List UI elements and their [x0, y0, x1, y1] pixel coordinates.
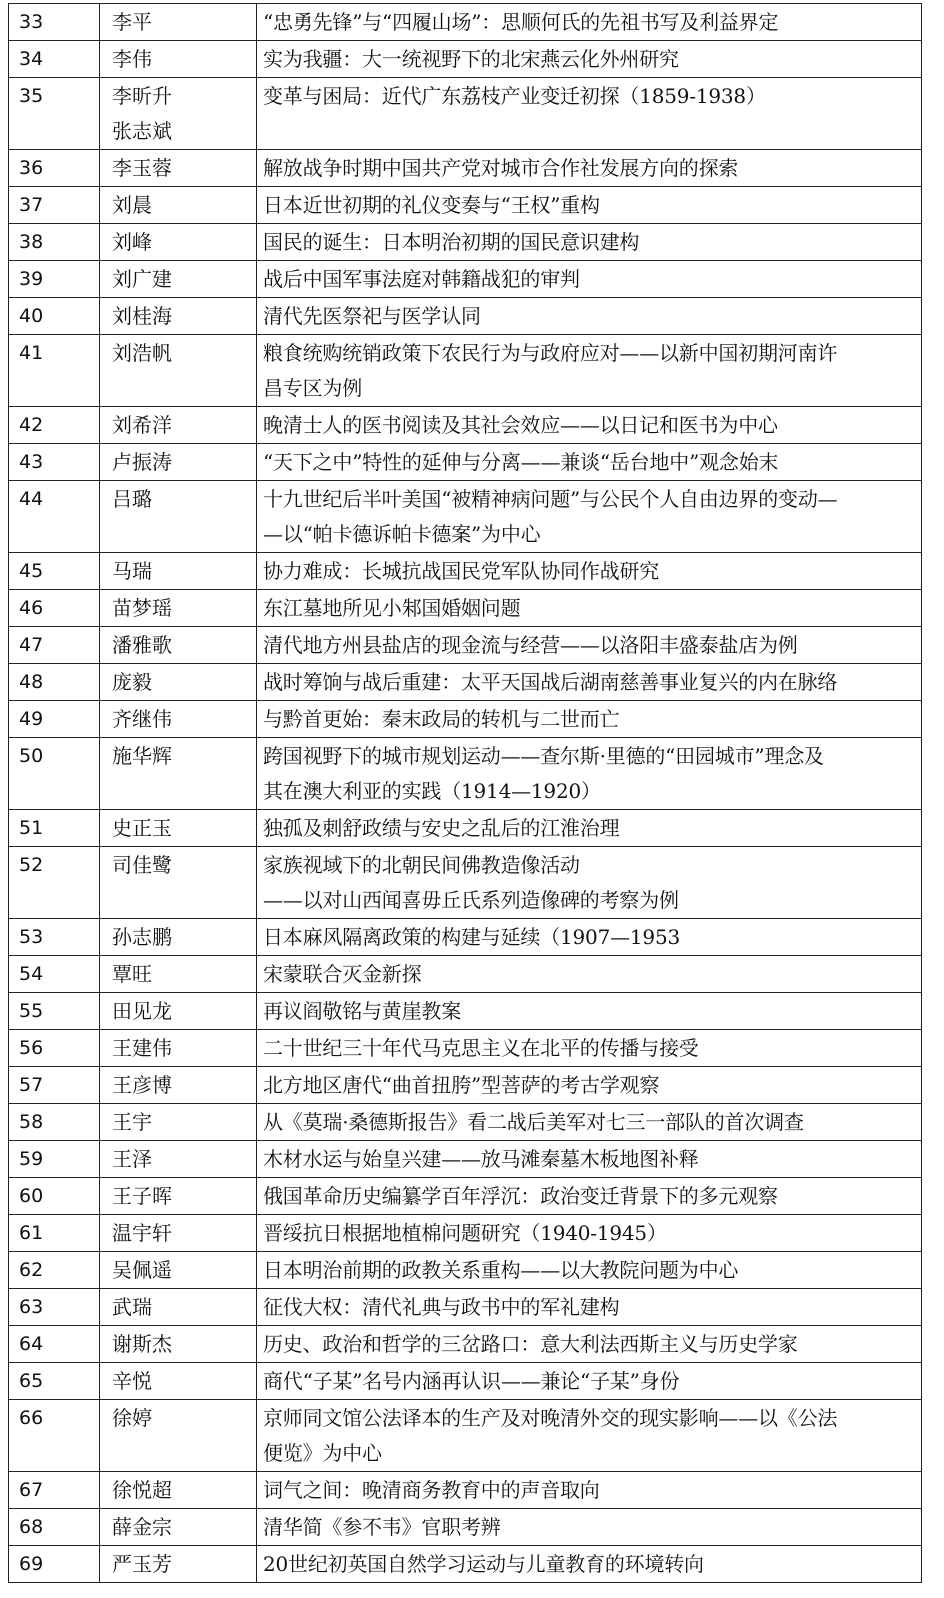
- paper-title-line: 词气之间：晚清商务教育中的声音取向: [263, 1478, 600, 1502]
- paper-title-cell: [257, 444, 922, 481]
- author-cell: [100, 738, 257, 810]
- table-row: [9, 919, 922, 956]
- author-name: 史正玉: [112, 816, 172, 840]
- table-row: [9, 187, 922, 224]
- author-name: 潘雅歌: [112, 633, 172, 657]
- paper-title-cell: [257, 847, 922, 919]
- author-name: 李平: [112, 10, 152, 34]
- paper-title-line: 京师同文馆公法译本的生产及对晚清外交的现实影响——以《公法: [263, 1406, 838, 1430]
- paper-title-cell: [257, 701, 922, 738]
- author-cell: [100, 1363, 257, 1400]
- table-row: [9, 810, 922, 847]
- table-row: [9, 78, 922, 150]
- paper-title-line: 历史、政治和哲学的三岔路口：意大利法西斯主义与历史学家: [263, 1332, 798, 1356]
- author-name: 苗梦瑶: [112, 596, 172, 620]
- row-number: 53: [9, 919, 100, 956]
- paper-title-line: 粮食统购统销政策下农民行为与政府应对——以新中国初期河南许: [263, 341, 838, 365]
- table-row: [9, 1030, 922, 1067]
- author-cell: [100, 224, 257, 261]
- row-number: 44: [9, 481, 100, 553]
- author-cell: [100, 1546, 257, 1583]
- author-name: 王彦博: [112, 1073, 172, 1097]
- paper-title-line: 家族视域下的北朝民间佛教造像活动: [263, 853, 580, 877]
- author-cell: [100, 187, 257, 224]
- author-cell: [100, 41, 257, 78]
- row-number: 40: [9, 298, 100, 335]
- paper-title-line: 20世纪初英国自然学习运动与儿童教育的环境转向: [263, 1552, 704, 1576]
- author-name: 李玉蓉: [112, 156, 172, 180]
- author-cell: [100, 1252, 257, 1289]
- row-number: 56: [9, 1030, 100, 1067]
- row-number: 54: [9, 956, 100, 993]
- row-number: 37: [9, 187, 100, 224]
- author-name: 司佳鹭: [112, 853, 172, 877]
- paper-title-line: 实为我疆：大一统视野下的北宋燕云化外州研究: [263, 47, 679, 71]
- author-cell: [100, 1067, 257, 1104]
- paper-title-line: 清代地方州县盐店的现金流与经营——以洛阳丰盛泰盐店为例: [263, 633, 798, 657]
- paper-title-line: 战后中国军事法庭对韩籍战犯的审判: [263, 267, 580, 291]
- paper-title-cell: [257, 481, 922, 553]
- author-name: 刘浩帆: [112, 341, 172, 365]
- author-name: 刘广建: [112, 267, 172, 291]
- paper-title-line: 国民的诞生：日本明治初期的国民意识建构: [263, 230, 640, 254]
- table-row: [9, 1509, 922, 1546]
- author-name: 覃旺: [112, 962, 152, 986]
- author-cell: [100, 1400, 257, 1472]
- author-name: 张志斌: [112, 119, 172, 143]
- row-number: 36: [9, 150, 100, 187]
- author-cell: [100, 701, 257, 738]
- table-row: [9, 1252, 922, 1289]
- author-cell: [100, 553, 257, 590]
- author-cell: [100, 1178, 257, 1215]
- row-number: 47: [9, 627, 100, 664]
- paper-title-cell: [257, 261, 922, 298]
- table-row: [9, 1104, 922, 1141]
- paper-title-line: 二十世纪三十年代马克思主义在北平的传播与接受: [263, 1036, 699, 1060]
- table-row: [9, 481, 922, 553]
- row-number: 42: [9, 407, 100, 444]
- paper-title-cell: [257, 41, 922, 78]
- author-cell: [100, 481, 257, 553]
- table-row: [9, 664, 922, 701]
- author-cell: [100, 664, 257, 701]
- table-row: [9, 1141, 922, 1178]
- table-row: [9, 1215, 922, 1252]
- paper-title-line: 日本近世初期的礼仪变奏与“王权”重构: [263, 193, 600, 217]
- author-name: 刘峰: [112, 230, 152, 254]
- paper-title-cell: [257, 1104, 922, 1141]
- paper-title-cell: [257, 298, 922, 335]
- author-cell: [100, 627, 257, 664]
- paper-title-cell: [257, 1067, 922, 1104]
- author-cell: [100, 1472, 257, 1509]
- author-cell: [100, 78, 257, 150]
- paper-title-line: 从《莫瑞·桑德斯报告》看二战后美军对七三一部队的首次调查: [263, 1110, 804, 1134]
- author-cell: [100, 919, 257, 956]
- paper-title-cell: [257, 1030, 922, 1067]
- row-number: 50: [9, 738, 100, 810]
- author-cell: [100, 335, 257, 407]
- row-number: 59: [9, 1141, 100, 1178]
- author-cell: [100, 847, 257, 919]
- author-name: 徐婷: [112, 1406, 152, 1430]
- paper-title-cell: [257, 1546, 922, 1583]
- paper-title-cell: [257, 553, 922, 590]
- row-number: 49: [9, 701, 100, 738]
- author-cell: [100, 444, 257, 481]
- row-number: 33: [9, 4, 100, 41]
- table-row: [9, 335, 922, 407]
- row-number: 65: [9, 1363, 100, 1400]
- row-number: 62: [9, 1252, 100, 1289]
- author-name: 徐悦超: [112, 1478, 172, 1502]
- table-row: [9, 590, 922, 627]
- table-row: [9, 738, 922, 810]
- paper-title-cell: [257, 224, 922, 261]
- author-name: 王建伟: [112, 1036, 172, 1060]
- paper-title-line: 独孤及刺舒政绩与安史之乱后的江淮治理: [263, 816, 620, 840]
- author-cell: [100, 810, 257, 847]
- row-number: 57: [9, 1067, 100, 1104]
- author-name: 卢振涛: [112, 450, 172, 474]
- table-row: [9, 261, 922, 298]
- table-row: [9, 298, 922, 335]
- author-name: 吕璐: [112, 487, 152, 511]
- row-number: 63: [9, 1289, 100, 1326]
- row-number: 66: [9, 1400, 100, 1472]
- table-row: [9, 993, 922, 1030]
- paper-title-cell: [257, 919, 922, 956]
- paper-title-line: 木材水运与始皇兴建——放马滩秦墓木板地图补释: [263, 1147, 699, 1171]
- row-number: 52: [9, 847, 100, 919]
- author-name: 田见龙: [112, 999, 172, 1023]
- paper-title-line: 再议阎敬铭与黄崖教案: [263, 999, 461, 1023]
- table-row: [9, 1326, 922, 1363]
- author-name: 严玉芳: [112, 1552, 172, 1576]
- author-name: 施华辉: [112, 744, 172, 768]
- paper-title-line: 俄国革命历史编纂学百年浮沉：政治变迁背景下的多元观察: [263, 1184, 778, 1208]
- author-cell: [100, 993, 257, 1030]
- paper-title-line: 晋绥抗日根据地植棉问题研究（1940-1945）: [263, 1221, 667, 1245]
- author-cell: [100, 1141, 257, 1178]
- row-number: 67: [9, 1472, 100, 1509]
- table-row: [9, 1178, 922, 1215]
- table-row: [9, 1546, 922, 1583]
- paper-title-cell: [257, 1326, 922, 1363]
- paper-title-cell: [257, 407, 922, 444]
- table-row: [9, 847, 922, 919]
- papers-table: [8, 3, 922, 1583]
- paper-title-cell: [257, 1215, 922, 1252]
- row-number: 39: [9, 261, 100, 298]
- author-name: 刘晨: [112, 193, 152, 217]
- author-name: 孙志鹏: [112, 925, 172, 949]
- author-cell: [100, 1289, 257, 1326]
- paper-title-cell: [257, 1141, 922, 1178]
- author-name: 刘桂海: [112, 304, 172, 328]
- paper-title-cell: [257, 1509, 922, 1546]
- author-cell: [100, 956, 257, 993]
- row-number: 68: [9, 1509, 100, 1546]
- author-name: 李昕升: [112, 84, 172, 108]
- paper-title-cell: [257, 810, 922, 847]
- paper-title-line: 日本明治前期的政教关系重构——以大教院问题为中心: [263, 1258, 739, 1282]
- author-name: 刘希洋: [112, 413, 172, 437]
- row-number: 51: [9, 810, 100, 847]
- paper-title-line: 晚清士人的医书阅读及其社会效应——以日记和医书为中心: [263, 413, 778, 437]
- paper-title-cell: [257, 78, 922, 150]
- author-name: 谢斯杰: [112, 1332, 172, 1356]
- author-cell: [100, 1509, 257, 1546]
- author-cell: [100, 298, 257, 335]
- paper-title-cell: [257, 1178, 922, 1215]
- paper-title-line: 东江墓地所见小邾国婚姻问题: [263, 596, 521, 620]
- author-name: 齐继伟: [112, 707, 172, 731]
- author-cell: [100, 261, 257, 298]
- table-row: [9, 41, 922, 78]
- author-name: 武瑞: [112, 1295, 152, 1319]
- paper-title-line: —以“帕卡德诉帕卡德案”为中心: [263, 522, 541, 546]
- table-row: [9, 1472, 922, 1509]
- table-row: [9, 627, 922, 664]
- row-number: 64: [9, 1326, 100, 1363]
- author-cell: [100, 1030, 257, 1067]
- row-number: 43: [9, 444, 100, 481]
- author-name: 辛悦: [112, 1369, 152, 1393]
- paper-title-cell: [257, 1472, 922, 1509]
- paper-title-line: 战时筹饷与战后重建：太平天国战后湖南慈善事业复兴的内在脉络: [263, 670, 838, 694]
- paper-title-cell: [257, 4, 922, 41]
- paper-title-line: “天下之中”特性的延伸与分离——兼谈“岳台地中”观念始末: [263, 450, 779, 474]
- row-number: 48: [9, 664, 100, 701]
- table-row: [9, 956, 922, 993]
- row-number: 38: [9, 224, 100, 261]
- paper-title-cell: [257, 1252, 922, 1289]
- paper-title-line: 北方地区唐代“曲首扭胯”型菩萨的考古学观察: [263, 1073, 660, 1097]
- paper-title-line: 其在澳大利亚的实践（1914—1920）: [263, 779, 601, 803]
- paper-title-cell: [257, 150, 922, 187]
- paper-title-line: 日本麻风隔离政策的构建与延续（1907—1953: [263, 925, 680, 949]
- table-row: [9, 224, 922, 261]
- paper-title-line: ——以对山西闻喜毋丘氏系列造像碑的考察为例: [263, 888, 679, 912]
- author-cell: [100, 1104, 257, 1141]
- table-row: [9, 553, 922, 590]
- author-cell: [100, 590, 257, 627]
- paper-title-line: 十九世纪后半叶美国“被精神病问题”与公民个人自由边界的变动—: [263, 487, 838, 511]
- paper-title-line: “忠勇先锋”与“四履山场”：思顺何氏的先祖书写及利益界定: [263, 10, 779, 34]
- row-number: 69: [9, 1546, 100, 1583]
- paper-title-line: 宋蒙联合灭金新探: [263, 962, 422, 986]
- paper-title-cell: [257, 664, 922, 701]
- paper-title-cell: [257, 590, 922, 627]
- papers-table-body: [9, 4, 922, 1583]
- paper-title-cell: [257, 627, 922, 664]
- author-cell: [100, 1215, 257, 1252]
- author-name: 李伟: [112, 47, 152, 71]
- paper-title-line: 便览》为中心: [263, 1441, 382, 1465]
- paper-title-cell: [257, 1400, 922, 1472]
- paper-title-cell: [257, 738, 922, 810]
- author-name: 温宇轩: [112, 1221, 172, 1245]
- paper-title-cell: [257, 1289, 922, 1326]
- paper-title-line: 清代先医祭祀与医学认同: [263, 304, 481, 328]
- table-row: [9, 1363, 922, 1400]
- row-number: 55: [9, 993, 100, 1030]
- table-row: [9, 444, 922, 481]
- author-name: 王泽: [112, 1147, 152, 1171]
- paper-title-line: 协力难成：长城抗战国民党军队协同作战研究: [263, 559, 659, 583]
- table-row: [9, 4, 922, 41]
- row-number: 61: [9, 1215, 100, 1252]
- row-number: 41: [9, 335, 100, 407]
- author-name: 庞毅: [112, 670, 152, 694]
- table-row: [9, 1400, 922, 1472]
- author-name: 吴佩遥: [112, 1258, 172, 1282]
- paper-title-cell: [257, 1363, 922, 1400]
- row-number: 34: [9, 41, 100, 78]
- row-number: 35: [9, 78, 100, 150]
- author-name: 王宇: [112, 1110, 152, 1134]
- paper-title-line: 清华简《参不韦》官职考辨: [263, 1515, 501, 1539]
- author-cell: [100, 4, 257, 41]
- author-cell: [100, 1326, 257, 1363]
- paper-title-line: 与黔首更始：秦末政局的转机与二世而亡: [263, 707, 620, 731]
- row-number: 45: [9, 553, 100, 590]
- row-number: 60: [9, 1178, 100, 1215]
- table-row: [9, 150, 922, 187]
- paper-title-line: 征伐大权：清代礼典与政书中的军礼建构: [263, 1295, 620, 1319]
- author-name: 王子晖: [112, 1184, 172, 1208]
- paper-title-line: 变革与困局：近代广东荔枝产业变迁初探（1859-1938）: [263, 84, 766, 108]
- paper-title-cell: [257, 993, 922, 1030]
- author-cell: [100, 407, 257, 444]
- paper-title-line: 昌专区为例: [263, 376, 362, 400]
- table-row: [9, 407, 922, 444]
- paper-title-line: 解放战争时期中国共产党对城市合作社发展方向的探索: [263, 156, 739, 180]
- author-name: 薛金宗: [112, 1515, 172, 1539]
- table-row: [9, 1067, 922, 1104]
- author-name: 马瑞: [112, 559, 152, 583]
- paper-title-cell: [257, 187, 922, 224]
- author-cell: [100, 150, 257, 187]
- paper-title-cell: [257, 956, 922, 993]
- paper-title-line: 商代“子某”名号内涵再认识——兼论“子某”身份: [263, 1369, 680, 1393]
- row-number: 58: [9, 1104, 100, 1141]
- table-row: [9, 1289, 922, 1326]
- paper-title-cell: [257, 335, 922, 407]
- row-number: 46: [9, 590, 100, 627]
- paper-title-line: 跨国视野下的城市规划运动——查尔斯·里德的“田园城市”理念及: [263, 744, 824, 768]
- table-row: [9, 701, 922, 738]
